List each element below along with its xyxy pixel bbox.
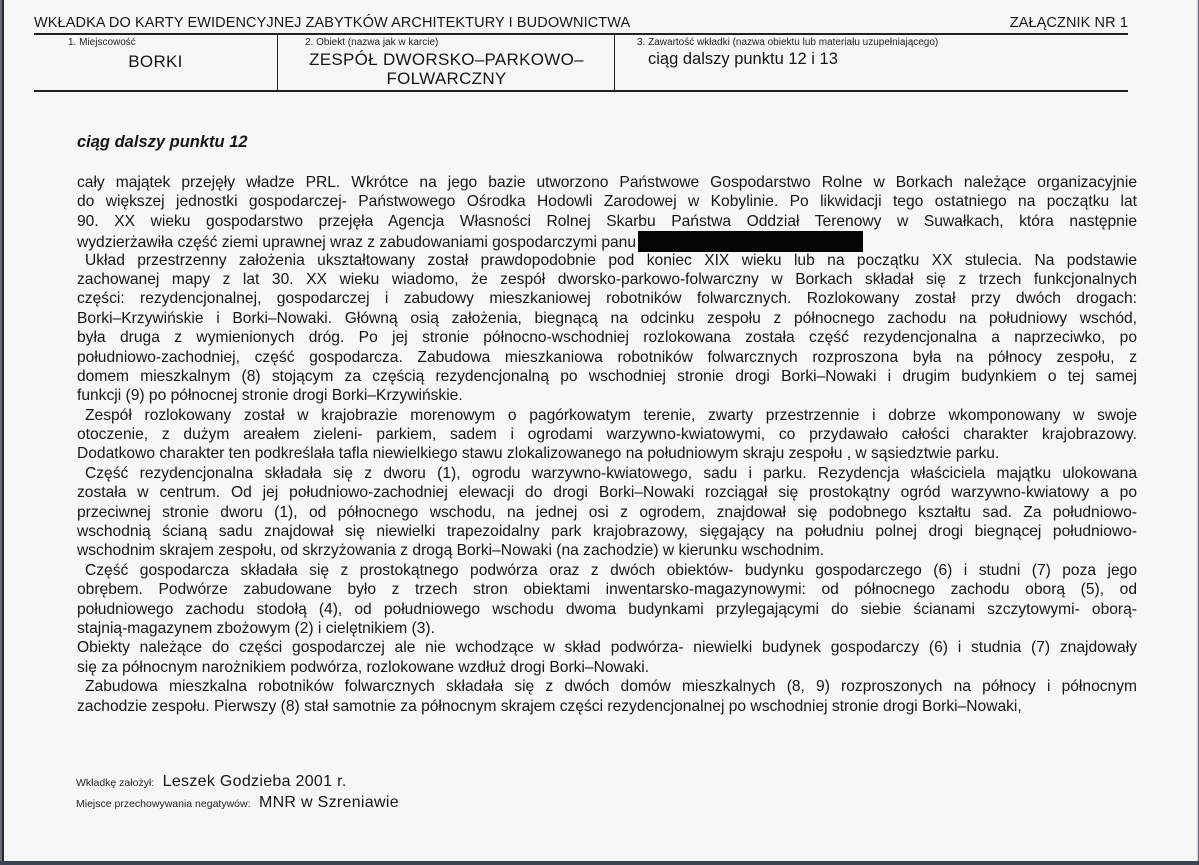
text-line: wschodnim skrajem zespołu, od skrzyżowania z drogą Borki–Nowaki (na zachodzie) w kierunku wschodnim.: [77, 542, 825, 560]
text-line: Układ przestrzenny założenia ukształtowany został prawdopodobnie pod koniec XIX wieku lub na początku XX stulecia. Na podstawie: [85, 251, 1137, 269]
scan-bottom-edge: [0, 861, 1199, 865]
contents-label: 3. Zawartość wkładki (nazwa obiektu lub materiału uzupełniającego): [637, 37, 939, 48]
text-line-with-redaction: [77, 231, 1137, 250]
text-line: Obiekty należące do części gospodarczej ale nie wchodzące w skład podwórza- niewielki budynek gospodarczy (6) i studnia (7) znajdowały: [77, 639, 1137, 657]
text-line: do większej jednostki gospodarczej- Państwowego Ośrodka Hodowli Zarodowej w Kobylinie. Po likwidacji tego ostatniego na początku lat: [77, 193, 1137, 211]
contents-value: ciąg dalszy punktu 12 i 13: [648, 50, 838, 68]
text-line: była druga z wymienionych dróg. Po jej stronie północno-wschodniej rozlokowana została część rezydencjonalna a naprzeciwko, po: [77, 329, 1137, 347]
author-row: [76, 773, 399, 794]
section-heading: ciąg dalszy punktu 12: [77, 133, 248, 151]
text-line: wschodnią ścianą sadu znajdował się niewielki trapezoidalny park krajobrazowy, sięgający na południu polnej drogi biegnącej południowo-: [77, 523, 1137, 541]
footer: [76, 773, 399, 815]
redaction-bar: [638, 231, 863, 252]
locality-label: 1. Miejscowość: [68, 37, 136, 48]
text-line: wydzierżawiła część ziemi uprawnej wraz z zabudowaniami gospodarczymi panu: [77, 234, 637, 252]
locality-value: BORKI: [128, 52, 183, 71]
author-label: Wkładkę założył:: [76, 777, 155, 789]
header-cell-contents: [614, 35, 1129, 90]
text-line: funkcji (9) po północnej stronie drogi Borki–Krzywińskie.: [77, 387, 463, 405]
text-line: Dodatkowo charakter ten podkreślała tafla niewielkiego stawu zlokalizowanego na południowym skraju zespołu , w sąsiedztwie parku.: [77, 445, 1000, 463]
form-title: WKŁADKA DO KARTY EWIDENCYJNEJ ZABYTKÓW ARCHITEKTURY I BUDOWNICTWA: [34, 15, 631, 31]
object-label: 2. Obiekt (nazwa jak w karcie): [305, 37, 439, 48]
storage-label: Miejsce przechowywania negatywów:: [76, 798, 251, 810]
storage-row: [76, 794, 399, 815]
text-line: Zespół rozlokowany został w krajobrazie morenowym o pagórkowatym terenie, zwarty przestrzennie i dobrze wkomponowany w swoje: [85, 406, 1137, 424]
text-line: Część gospodarcza składała się z prostokątnego podwórza oraz z dwóch obiektów- budynku gospodarczego (6) i studni (7) poza jego: [85, 561, 1137, 579]
text-line: obrębem. Podwórze zabudowane było z trzech stron obiektami inwentarsko-magazynowymi: od północnego zachodu oborą (5), od: [77, 581, 1137, 599]
text-line: otoczenie, z dużym areałem zieleni- parkiem, sadem i ogrodami warzywno-kwiatowymi, co przydawało całości charakter krajobrazowy.: [77, 426, 1137, 444]
text-line: części: rezydencjonalnej, gospodarczej i zabudowy mieszkaniowej robotników folwarcznych. Rozlokowany został przy dwóch drogach:: [77, 290, 1137, 308]
text-line: przeciwnej stronie dworu (1), od północnego wschodu, na jednej osi z ogrodem, znajdował się podobnego kształtu sad. Za południowo-: [77, 503, 1137, 521]
object-value: ZESPÓŁ DWORSKO–PARKOWO–FOLWARCZNY: [309, 50, 584, 88]
text-line: się za północnym narożnikiem podwórza, rozlokowane wzdłuż drogi Borki–Nowaki.: [77, 658, 650, 676]
header-cell-object: [277, 35, 615, 90]
text-line: została w centrum. Od jej południowo-zachodniej elewacji do drogi Borki–Nowaki rozciągał się prostokątny ogród warzywno-kwiatowy a po: [77, 484, 1137, 502]
text-line: stajnią-magazynem zbożowym (2) i cielętnikiem (3).: [77, 619, 435, 637]
text-line: cały majątek przejęły władze PRL. Wkrótce na jego bazie utworzono Państwowe Gospodarstwo Rolne w Borkach należące organizacyjnie: [77, 174, 1137, 191]
body-text: [77, 173, 1137, 716]
text-line: zachodzie zespołu. Pierwszy (8) stał samotnie za północnym skrajem części rezydencjonalnej po wschodniej stronie drogi Borki–Nowaki,: [77, 697, 1022, 715]
text-line: 90. XX wieku gospodarstwo przejęła Agencja Własności Rolnej Skarbu Państwa Oddział Terenowy w Suwałkach, która następnie: [77, 212, 1137, 230]
text-line: Część rezydencjonalna składała się z dworu (1), ogrodu warzywno-kwiatowego, sadu i parku. Rezydencja właściciela majątku ulokowana: [85, 464, 1137, 482]
text-line: południowo-zachodniej, część gospodarcza. Zabudowa mieszkaniowa robotników folwarcznych rozproszona była na północy zespołu, z: [77, 348, 1137, 366]
text-line: Borki–Krzywińskie i Borki–Nowaki. Główną osią założenia, biegnącą na odcinku zespołu z północnego zachodu na południowy wschód,: [77, 309, 1137, 327]
text-line: domem mieszkalnym (8) stojącym za częścią rezydencjonalną po wschodniej stronie drogi Borki–Nowaki i drugim budynkiem o tej samej: [77, 367, 1137, 385]
document-page: [2, 0, 1198, 861]
text-line: zachowanej mapy z lat 30. XX wieku wiadomo, że zespół dworsko-parkowo-folwarczny w Borkach składał się z trzech funkcjonalnych: [77, 270, 1137, 288]
author-value: Leszek Godzieba 2001 r.: [162, 773, 347, 790]
text-line: Zabudowa mieszkalna robotników folwarcznych składała się z dwóch domów mieszkalnych (8, 9) rozproszonych na północy i północnym: [85, 678, 1137, 696]
header-cell-locality: [34, 35, 277, 90]
header-table: [34, 33, 1128, 92]
text-line: południowego zachodu stodołą (4), od południowego wschodu dwoma budynkami przylegającymi do siebie ścianami szczytowymi- oborą-: [77, 600, 1137, 618]
attachment-number: ZAŁĄCZNIK NR 1: [1009, 15, 1128, 31]
storage-value: MNR w Szreniawie: [258, 794, 399, 811]
